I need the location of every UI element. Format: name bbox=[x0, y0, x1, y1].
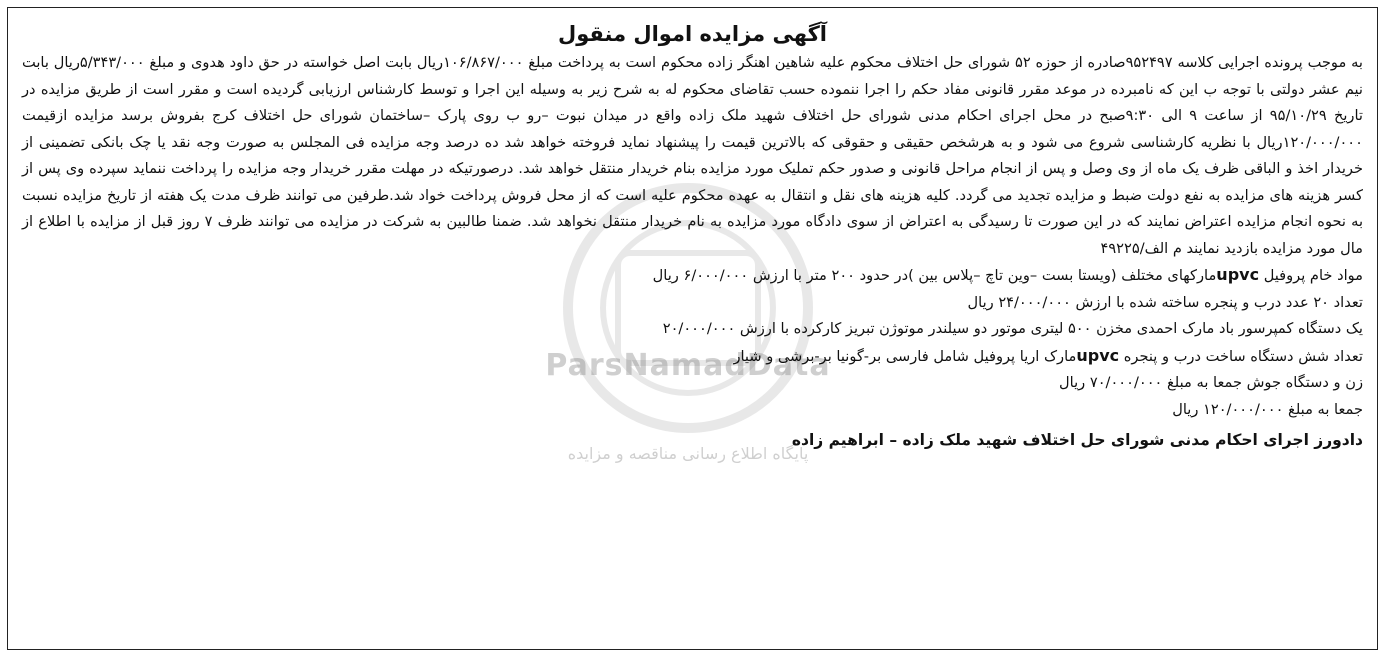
item-text: تعداد ۲۰ عدد درب و پنجره ساخته شده با ارزش ۲۴/۰۰۰/۰۰۰ ریال bbox=[967, 293, 1363, 311]
item-line bbox=[22, 316, 1363, 343]
item-text: جمعا به مبلغ ۱۲۰/۰۰۰/۰۰۰ ریال bbox=[1172, 400, 1363, 418]
item-text: مواد خام پروفیل bbox=[1259, 267, 1363, 284]
item-text: یک دستگاه کمپرسور باد مارک احمدی مخزن ۵۰۰ لیتری موتور دو سیلندر موتوژن تبریز کارکرده با ارزش ۲۰/۰۰۰/۰۰۰ bbox=[662, 320, 1363, 337]
item-line bbox=[22, 262, 1363, 290]
item-line bbox=[22, 370, 1363, 397]
item-brand: upvc bbox=[1216, 265, 1260, 284]
item-text: زن و دستگاه جوش جمعا به مبلغ ۷۰/۰۰۰/۰۰۰ ریال bbox=[1059, 374, 1363, 391]
watermark-brand: ParsNamadData bbox=[545, 348, 831, 383]
item-line bbox=[22, 397, 1363, 424]
notice-content bbox=[22, 18, 1363, 455]
notice-frame bbox=[7, 7, 1378, 650]
item-line bbox=[22, 343, 1363, 371]
item-text: مارکهای مختلف (ویستا بست –وین تاچ –پلاس بین )در حدود ۲۰۰ متر با ارزش ۶/۰۰۰/۰۰۰ ریال bbox=[652, 267, 1217, 284]
item-brand: upvc bbox=[1076, 345, 1120, 365]
watermark-subtitle: پایگاه اطلاع رسانی مناقصه و مزایده bbox=[567, 444, 809, 463]
item-text: مارک اریا پروفیل شامل فارسی بر-گونیا بر-برشی و شیار bbox=[733, 347, 1077, 365]
item-text: تعداد شش دستگاه ساخت درب و پنجره bbox=[1119, 347, 1363, 365]
notice-signature: دادورز اجرای احکام مدنی شورای حل اختلاف شهید ملک زاده – ابراهیم زاده bbox=[791, 431, 1363, 449]
notice-body: به موجب پرونده اجرایی کلاسه ۹۵۲۴۹۷صادره از حوزه ۵۲ شورای حل اختلاف محکوم علیه شاهین اهنگر زاده محکوم است به پرداخت مبلغ ۱۰۶/۸۶۷/۰۰۰ریال بابت اصل خواسته در حق داود هدوی و مبلغ ۵/۳۴۳/۰۰۰ریال بابت نیم عشر دولتی با توجه ب این که نامبرده در موعد مقرر قانونی مفاد حکم را اجرا ننموده حسب تقاضای محکوم له به شرح زیر به وسیله این اجرا و توسط کارشناس ارزیابی گردیده است و مقرر است از طریق مزایده در تاریخ ۹۵/۱۰/۲۹ از ساعت ۹ الی ۹:۳۰صبح در محل اجرای احکام مدنی شورای حل اختلاف شهید ملک زاده واقع در میدان نبوت –رو ب روی پارک –ساختمان شورای حل اختلاف کرج بفروش برسد مزایده ازقیمت ۱۲۰/۰۰۰/۰۰۰ریال با نظریه کارشناسی شروع می شود و به هرشخص حقیقی و حقوقی که بالاترین قیمت را پیشنهاد نماید فروخته خواهد شد ده درصد وجه مزایده فی المجلس به صورت وجه نقد یا چک بانکی تضمینی از خریدار اخذ و الباقی ظرف یک ماه از وی وصل و پس از انجام مراحل قانونی و صدور حکم تملیک مورد مزایده بنام خریدار منتقل خواهد شد. درصورتیکه در مهلت مقرر خریدار وجه مزایده را پرداخت ننماید سپرده وی پس از کسر هزینه های مزایده به نفع دولت ضبط و مزایده تجدید می گردد. کلیه هزینه های نقل و انتقال به عهده محکوم علیه است که از محل فروش پرداخت خواد شد.طرفین می توانند ظرف مدت یک هفته از تاریخ مزایده نسبت به نحوه انجام مزایده اعتراض نمایند که در این صورت تا رسیدگی به اعتراض از سوی دادگاه مورد مزایده به نام خریدار منتقل نخواهد شد. ضمنا طالبین به شرکت در مزایده می توانند ظرف ۷ روز قبل از مزایده با اطلاع از مال مورد مزایده بازدید نمایند م الف/۴۹۲۲۵ bbox=[22, 54, 1364, 257]
item-line bbox=[22, 290, 1363, 317]
notice-title: آگهی مزایده اموال منقول bbox=[558, 22, 827, 46]
